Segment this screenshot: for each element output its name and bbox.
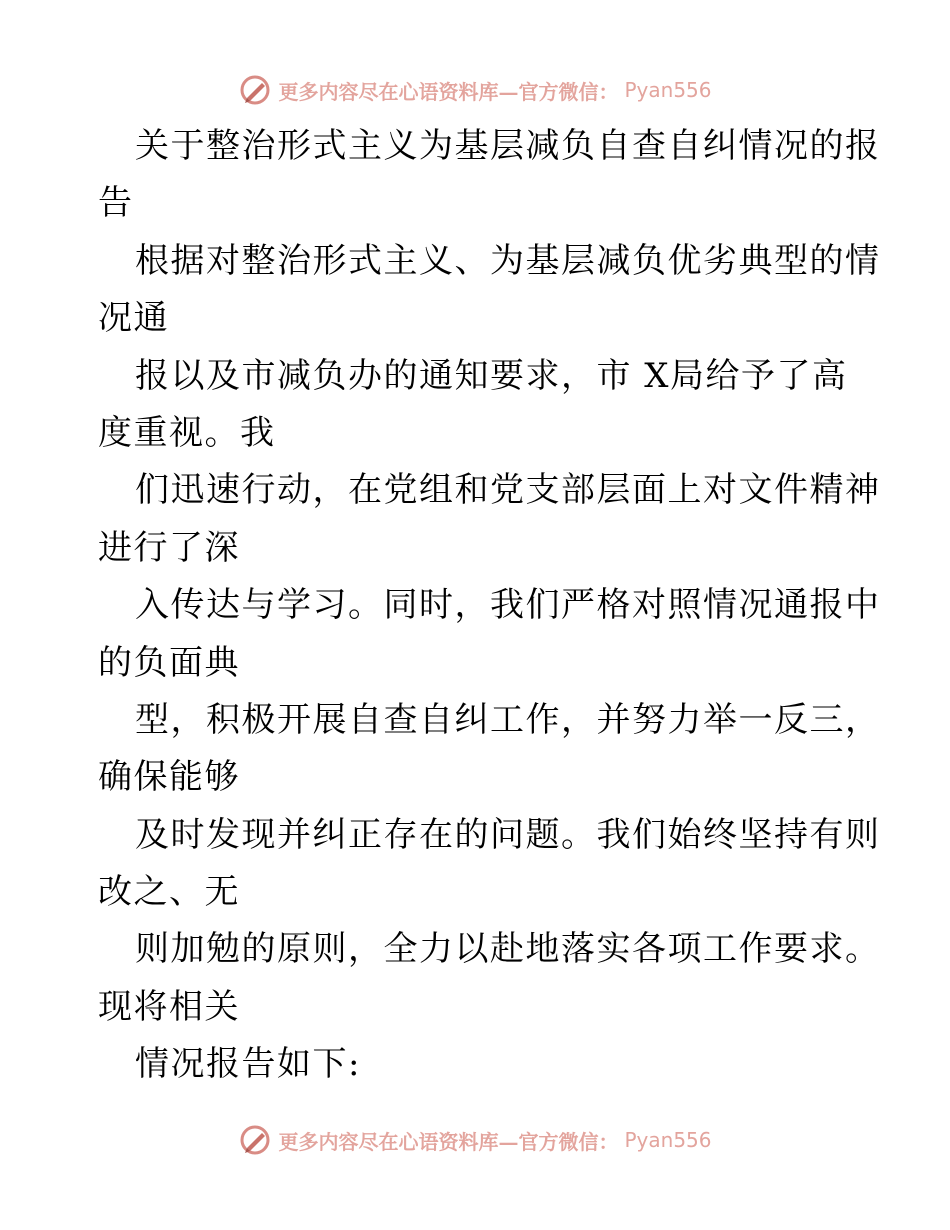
- pen-logo-icon: [238, 1123, 272, 1157]
- paragraph-line: 改之、无: [98, 872, 240, 913]
- watermark-contact: Pyan556: [624, 78, 712, 102]
- watermark-text: 更多内容尽在心语资料库—官方微信：: [278, 1129, 619, 1154]
- document-body: [98, 118, 881, 1094]
- watermark-footer: [0, 1120, 950, 1160]
- watermark-contact: Pyan556: [624, 1128, 712, 1152]
- paragraph-line: 况通: [98, 298, 169, 339]
- paragraph-line: 们迅速行动，在党组和党支部层面上对文件精神: [135, 470, 881, 511]
- paragraph-line: 确保能够: [98, 757, 240, 798]
- paragraph-line: 进行了深: [98, 527, 240, 568]
- pen-logo-icon: [238, 73, 272, 107]
- paragraph-line: 情况报告如下:: [135, 1044, 361, 1085]
- paragraph-line: 度重视。我: [98, 412, 276, 453]
- paragraph-line: 根据对整治形式主义、为基层减负优劣典型的情: [135, 240, 881, 281]
- title-line-2: 告: [98, 183, 134, 224]
- paragraph-line: 报以及市减负办的通知要求，市 X局给予了高: [135, 355, 848, 396]
- title-line-1: 关于整治形式主义为基层减负自查自纠情况的报: [135, 126, 881, 166]
- paragraph-line: 现将相关: [98, 986, 240, 1027]
- paragraph-line: 的负面典: [98, 642, 240, 683]
- paragraph-line: 入传达与学习。同时，我们严格对照情况通报中: [135, 585, 881, 626]
- paragraph-line: 型，积极开展自查自纠工作，并努力举一反三，: [135, 699, 881, 740]
- paragraph-line: 及时发现并纠正存在的问题。我们始终坚持有则: [135, 814, 881, 855]
- watermark-text: 更多内容尽在心语资料库—官方微信：: [278, 79, 619, 104]
- watermark-header: [0, 70, 950, 110]
- paragraph-line: 则加勉的原则，全力以赴地落实各项工作要求。: [135, 929, 881, 970]
